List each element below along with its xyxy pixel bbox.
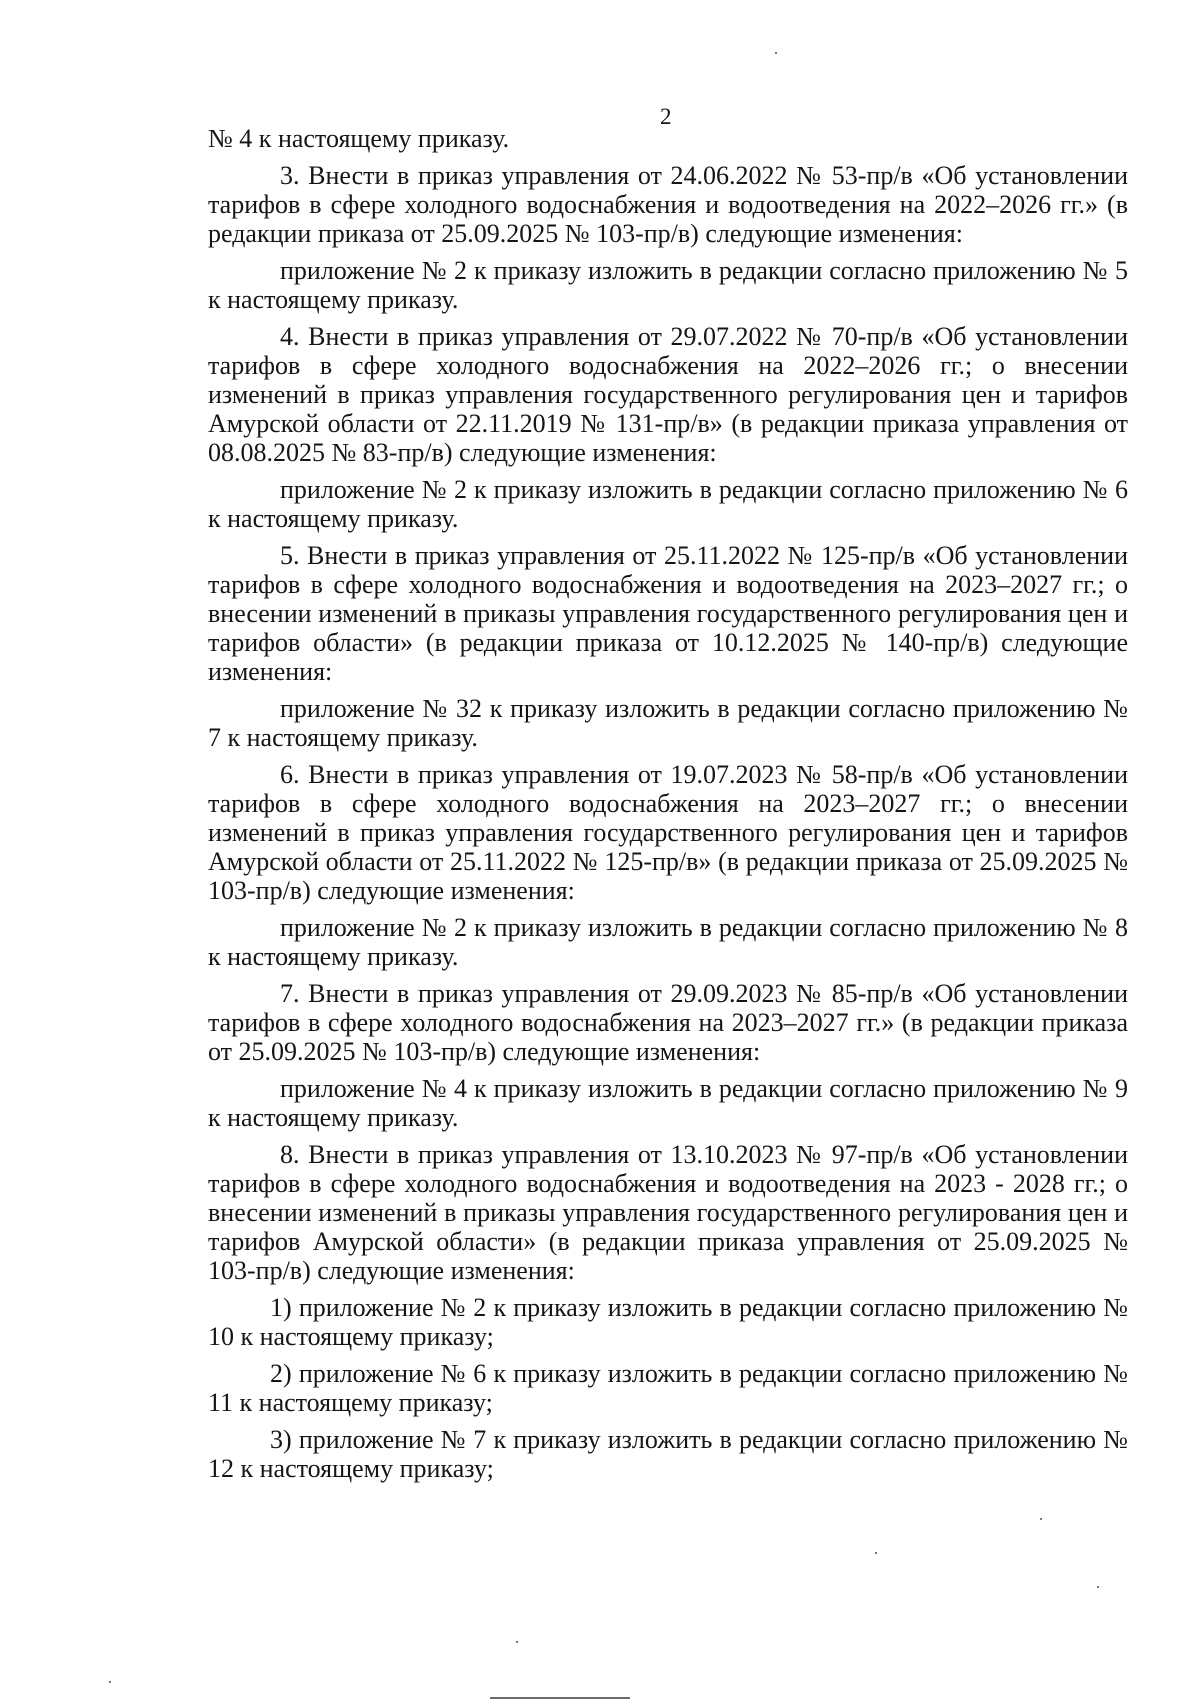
paragraph-item-6: 6. Внести в приказ управления от 19.07.2023 № 58-пр/в «Об установлении тарифов в сфере холодного водоснабжения на 2023–2027 гг.; о внесении изменений в приказ управления государственного регулирования цен и тарифов Амурской области от 25.11.2022 № 125-пр/в» (в редакции приказа от 25.09.2025 № 103-пр/в) следующие изменения: — [208, 760, 1128, 905]
paragraph-item-5: 5. Внести в приказ управления от 25.11.2022 № 125-пр/в «Об установлении тарифов в сфере холодного водоснабжения и водоотведения на 2023–2027 гг.; о внесении изменений в приказы управления государственного регулирования цен и тарифов области» (в редакции приказа от 10.12.2025 № 140-пр/в) следующие изменения: — [208, 541, 1128, 686]
subitem-2: 2) приложение № 6 к приказу изложить в редакции согласно приложению № 11 к настоящему приказу; — [208, 1359, 1128, 1417]
document-body — [208, 124, 1128, 1491]
page-number: 2 — [660, 104, 672, 129]
paragraph-item-4: 4. Внести в приказ управления от 29.07.2022 № 70-пр/в «Об установлении тарифов в сфере холодного водоснабжения на 2022–2026 гг.; о внесении изменений в приказ управления государственного регулирования цен и тарифов Амурской области от 22.11.2019 № 131-пр/в» (в редакции приказа управления от 08.08.2025 № 83-пр/в) следующие изменения: — [208, 322, 1128, 467]
paragraph-appendix-8: приложение № 2 к приказу изложить в редакции согласно приложению № 8 к настоящему приказу. — [208, 913, 1128, 971]
scan-bottom-edge — [490, 1697, 630, 1699]
paragraph-appendix-9: приложение № 4 к приказу изложить в редакции согласно приложению № 9 к настоящему приказу. — [208, 1074, 1128, 1132]
scan-speck — [875, 1552, 877, 1554]
subitem-3: 3) приложение № 7 к приказу изложить в редакции согласно приложению № 12 к настоящему приказу; — [208, 1425, 1128, 1483]
paragraph-appendix-6: приложение № 2 к приказу изложить в редакции согласно приложению № 6 к настоящему приказу. — [208, 475, 1128, 533]
paragraph-item-8: 8. Внести в приказ управления от 13.10.2023 № 97-пр/в «Об установлении тарифов в сфере холодного водоснабжения и водоотведения на 2023 - 2028 гг.; о внесении изменений в приказы управления государственного регулирования цен и тарифов Амурской области» (в редакции приказа управления от 25.09.2025 № 103-пр/в) следующие изменения: — [208, 1140, 1128, 1285]
scan-speck — [516, 1641, 518, 1643]
paragraph-appendix-5: приложение № 2 к приказу изложить в редакции согласно приложению № 5 к настоящему приказу. — [208, 256, 1128, 314]
paragraph-continuation: № 4 к настоящему приказу. — [208, 124, 510, 153]
subitem-1: 1) приложение № 2 к приказу изложить в редакции согласно приложению № 10 к настоящему приказу; — [208, 1293, 1128, 1351]
paragraph-item-3: 3. Внести в приказ управления от 24.06.2022 № 53-пр/в «Об установлении тарифов в сфере холодного водоснабжения и водоотведения на 2022–2026 гг.» (в редакции приказа от 25.09.2025 № 103-пр/в) следующие изменения: — [208, 161, 1128, 248]
scan-speck — [775, 52, 777, 54]
paragraph-appendix-7: приложение № 32 к приказу изложить в редакции согласно приложению № 7 к настоящему приказу. — [208, 694, 1128, 752]
scan-speck — [109, 1681, 111, 1683]
paragraph-item-7: 7. Внести в приказ управления от 29.09.2023 № 85-пр/в «Об установлении тарифов в сфере холодного водоснабжения на 2023–2027 гг.» (в редакции приказа от 25.09.2025 № 103-пр/в) следующие изменения: — [208, 979, 1128, 1066]
scan-speck — [1040, 1518, 1042, 1520]
scan-speck — [1097, 1586, 1099, 1588]
